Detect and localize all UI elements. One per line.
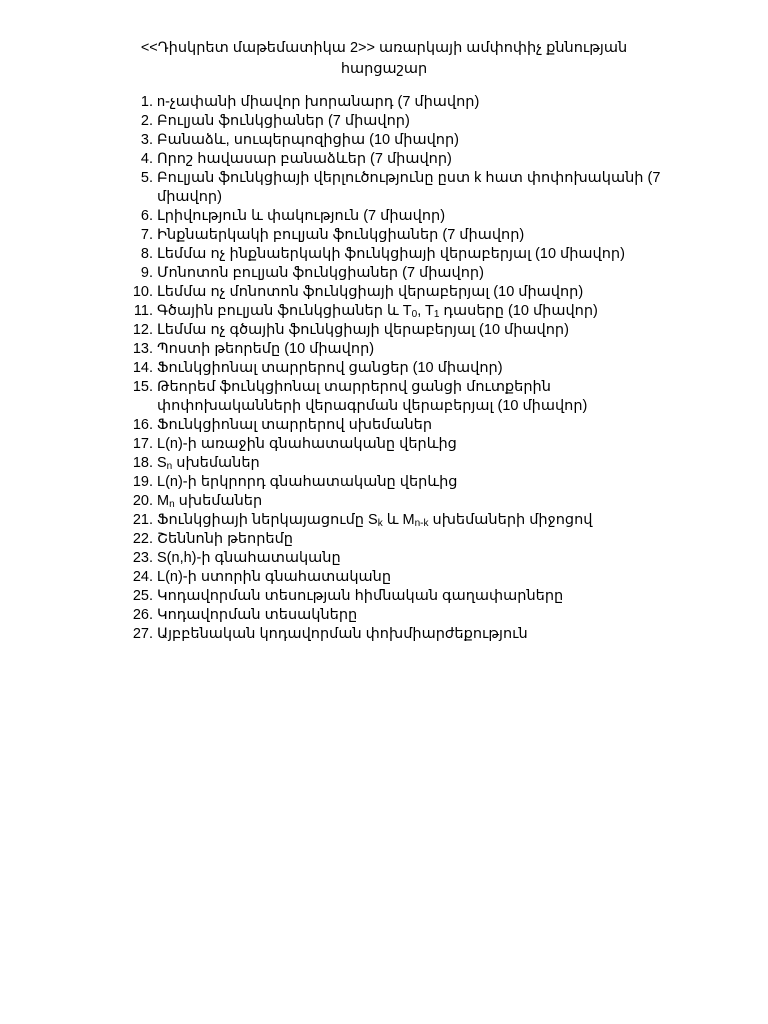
question-item: [130, 93, 690, 112]
question-number: 27 .: [127, 625, 153, 644]
question-text-subscript: 1: [433, 309, 440, 320]
question-text: [157, 207, 690, 226]
question-text-part: Ֆունկցիոնալ տարրերով սխեմաներ: [157, 417, 433, 433]
question-text-part: Ինքնաերկակի բուլյան ֆունկցիաներ (7 միավոր): [157, 227, 525, 243]
question-text-part: Կոդավորման տեսակները: [157, 607, 358, 623]
question-text: [157, 454, 690, 473]
question-item: [130, 359, 690, 378]
question-item: [130, 245, 690, 264]
question-text-part: L(n)-ի առաջին գնահատականը վերևից: [157, 436, 457, 452]
question-text: [157, 549, 690, 568]
question-number: 8 .: [127, 245, 153, 264]
question-text: [157, 321, 690, 340]
question-item: [130, 625, 690, 644]
question-text-subscript: n: [169, 499, 175, 510]
question-number: 14 .: [127, 359, 153, 378]
question-number: 26 .: [127, 606, 153, 625]
question-item: [130, 264, 690, 283]
question-number: 16 .: [127, 416, 153, 435]
question-number: 3 .: [127, 131, 153, 150]
question-text-part: Լեմմա ոչ ինքնաերկակի ֆունկցիայի վերաբերյալ (10 միավոր): [157, 246, 625, 262]
question-text-part: , T: [417, 303, 434, 319]
question-text: [157, 112, 690, 131]
question-number: 17 .: [127, 435, 153, 454]
question-item: [130, 530, 690, 549]
question-text: [157, 625, 690, 644]
question-text-part: S: [157, 455, 167, 471]
question-text: [157, 169, 690, 207]
question-text: [157, 283, 690, 302]
question-text-part: Ֆունկցիոնալ տարրերով ցանցեր (10 միավոր): [157, 360, 503, 376]
question-text-part: Որոշ հավասար բանաձևեր (7 միավոր): [157, 151, 452, 167]
question-text-part: S(n,h)-ի գնահատականը: [157, 550, 341, 566]
question-item: [130, 454, 690, 473]
question-item: [130, 568, 690, 587]
question-text-part: Այբբենական կոդավորման փոխմիարժեքություն: [157, 626, 528, 642]
question-text: [157, 606, 690, 625]
document-title-line-2: հարցաշար: [340, 61, 428, 77]
question-number: 23 .: [127, 549, 153, 568]
question-item: [130, 302, 690, 321]
question-text: [157, 511, 690, 530]
question-number: 12 .: [127, 321, 153, 340]
question-text: [157, 264, 690, 283]
question-item: [130, 131, 690, 150]
question-item: [130, 283, 690, 302]
document-title-line-1: <<Դիսկրետ մաթեմատիկա 2>> առարկայի ամփոփիչ քննության: [140, 40, 628, 56]
question-text: [157, 587, 690, 606]
question-item: [130, 416, 690, 435]
question-text-part: M: [157, 493, 170, 509]
question-text-part: Գծային բուլյան ֆունկցիաներ և T: [157, 303, 412, 319]
question-text: [157, 378, 690, 416]
question-text-subscript: k: [377, 518, 383, 529]
question-number: 9 .: [127, 264, 153, 283]
question-text: [157, 93, 690, 112]
question-text-part: Լեմմա ոչ գծային ֆունկցիայի վերաբերյալ (10 միավոր): [157, 322, 569, 338]
question-item: [130, 207, 690, 226]
question-text-part: Լրիվություն և փակություն (7 միավոր): [157, 208, 446, 224]
question-number: 20 .: [127, 492, 153, 511]
question-number: 11 .: [127, 302, 153, 321]
question-text: [157, 473, 690, 492]
question-item: [130, 606, 690, 625]
question-number: 15 .: [127, 378, 153, 397]
question-text-part: Լեմմա ոչ մոնոտոն ֆունկցիայի վերաբերյալ (10 միավոր): [157, 284, 584, 300]
question-text-subscript: n-k: [414, 518, 429, 529]
question-item: [130, 340, 690, 359]
question-item: [130, 112, 690, 131]
question-text-part: Թեորեմ ֆունկցիոնալ տարրերով ցանցի մուտքերին փոփոխականների վերագրման վերաբերյալ (10 միավոր): [157, 379, 588, 414]
question-number: 24 .: [127, 568, 153, 587]
question-text: [157, 568, 690, 587]
question-list: [130, 93, 690, 644]
question-text-part: Շեննոնի թեորեմը: [157, 531, 293, 547]
question-item: [130, 321, 690, 340]
question-item: [130, 378, 690, 416]
question-text-part: սխեմաների միջոցով: [428, 512, 593, 528]
question-text-subscript: n: [166, 461, 173, 472]
question-number: 13 .: [127, 340, 153, 359]
question-item: [130, 435, 690, 454]
question-text: [157, 435, 690, 454]
question-item: [130, 473, 690, 492]
question-text-part: Բուլյան ֆունկցիայի վերլուծությունը ըստ k հատ փոփոխականի (7 միավոր): [157, 170, 661, 205]
question-item: [130, 511, 690, 530]
question-text-part: L(n)-ի երկրորդ գնահատականը վերևից: [157, 474, 458, 490]
question-text: [157, 245, 690, 264]
question-number: 6 .: [127, 207, 153, 226]
question-item: [130, 226, 690, 245]
question-number: 4 .: [127, 150, 153, 169]
question-item: [130, 549, 690, 568]
question-text-part: դասերը (10 միավոր): [439, 303, 598, 319]
question-number: 18 .: [127, 454, 153, 473]
question-text-part: Ֆունկցիայի ներկայացումը S: [157, 512, 378, 528]
question-item: [130, 169, 690, 207]
question-number: 25 .: [127, 587, 153, 606]
question-item: [130, 150, 690, 169]
question-text: [157, 416, 690, 435]
question-number: 21 .: [127, 511, 153, 530]
question-text-part: Բուլյան ֆունկցիաներ (7 միավոր): [157, 113, 410, 129]
question-number: 2 .: [127, 112, 153, 131]
question-text-part: սխեմաներ: [174, 493, 263, 509]
question-text: [157, 530, 690, 549]
question-text-part: և M: [382, 512, 415, 528]
question-text-part: Կոդավորման տեսության հիմնական գաղափարները: [157, 588, 564, 604]
document-title: [100, 38, 668, 80]
question-text: [157, 150, 690, 169]
question-text: [157, 302, 690, 321]
question-text: [157, 492, 690, 511]
question-text-part: սխեմաներ: [172, 455, 260, 471]
question-text: [157, 226, 690, 245]
question-text: [157, 131, 690, 150]
question-text-subscript: 0: [411, 309, 418, 320]
question-number: 10 .: [127, 283, 153, 302]
question-text-part: Մոնոտոն բուլյան ֆունկցիաներ (7 միավոր): [157, 265, 484, 281]
question-item: [130, 492, 690, 511]
question-text-part: n-չափանի միավոր խորանարդ (7 միավոր): [157, 94, 480, 110]
question-text: [157, 340, 690, 359]
question-text-part: Պոստի թեորեմը (10 միավոր): [157, 341, 375, 357]
question-item: [130, 587, 690, 606]
question-number: 1 .: [127, 93, 153, 112]
question-text: [157, 359, 690, 378]
question-number: 22 .: [127, 530, 153, 549]
question-number: 7 .: [127, 226, 153, 245]
question-number: 5 .: [127, 169, 153, 188]
question-text-part: Բանաձև, սուպերպոզիցիա (10 միավոր): [157, 132, 460, 148]
question-text-part: L(n)-ի ստորին գնահատականը: [157, 569, 392, 585]
question-number: 19 .: [127, 473, 153, 492]
